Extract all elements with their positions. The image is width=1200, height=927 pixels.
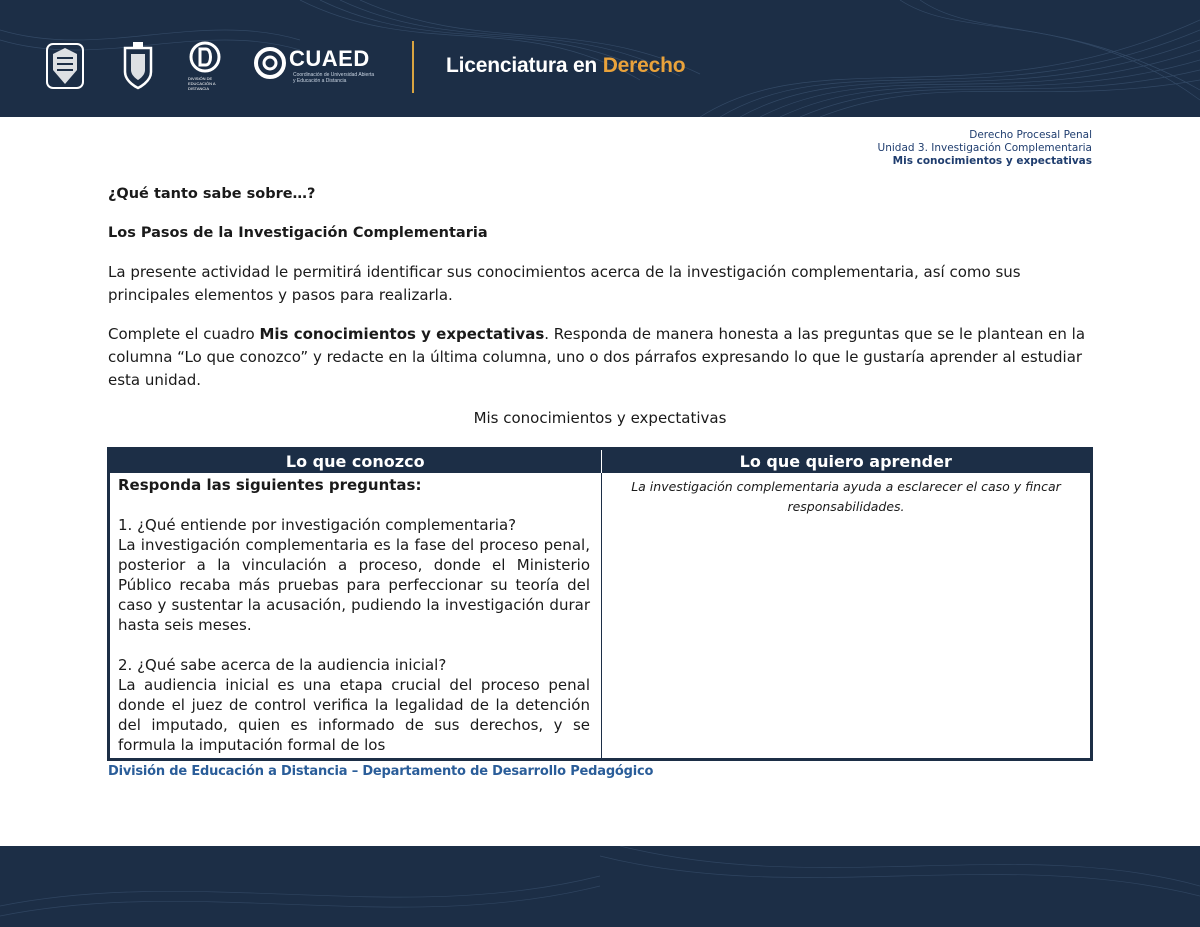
col-header-known: Lo que conozco xyxy=(285,452,425,471)
cuaed-logo-subtitle: Coordinación de Universidad Abierta y Educación a Distancia xyxy=(293,72,375,84)
section-question: ¿Qué tanto sabe sobre…? xyxy=(108,186,316,202)
ded-logo-subtitle: DIVISIÓN DE EDUCACIÓN A DISTANCIA xyxy=(188,76,216,91)
cuaed-logo-text: CUAED xyxy=(289,46,370,71)
program-title-accent: Derecho xyxy=(602,54,686,77)
table-header-row xyxy=(110,450,1090,473)
table-title-text: Mis conocimientos y expectativas xyxy=(473,409,727,427)
cell-learn[interactable] xyxy=(601,473,1090,758)
document-meta xyxy=(878,129,1092,168)
unam-crest-icon xyxy=(43,40,87,92)
intro-paragraph: La presente actividad le permitirá identificar sus conocimientos acerca de la investigación complementaria, así como sus principales elementos y pasos para realizarla. xyxy=(108,263,1021,304)
instructions-paragraph xyxy=(108,323,1098,392)
header-divider xyxy=(412,41,414,93)
table-title xyxy=(108,409,1092,427)
answer-2: La audiencia inicial es una etapa crucial del proceso penal donde el juez de control verifica la legalidad de la detención del imputado, quien es informado de sus derechos, y se formula la imputación formal de los xyxy=(118,676,590,754)
learn-answer: La investigación complementaria ayuda a esclarecer el caso y fincar responsabilidades. xyxy=(631,479,1061,514)
question-1: 1. ¿Qué entiende por investigación complementaria? xyxy=(118,516,517,534)
answer-1: La investigación complementaria es la fase del proceso penal, posterior a la vinculación a proceso, donde el Ministerio Público recaba más pruebas para perfeccionar su teoría del caso y sustentar la acusación, pudiendo la investigación durar hasta seis meses. xyxy=(118,536,590,634)
instructions-pre: Complete el cuadro xyxy=(108,325,260,343)
instructions-post: . Responda de manera honesta a las preguntas que se le plantean en la columna “Lo que conozco” y redacte en la última columna, uno o dos párrafos expresando lo que le gustaría aprender al estudiar esta unidad. xyxy=(108,325,1086,389)
table-body-row xyxy=(110,473,1090,758)
program-title xyxy=(446,54,685,78)
ded-emblem-icon xyxy=(188,40,222,74)
ded-logo xyxy=(188,40,222,92)
unit-name: Unidad 3. Investigación Complementaria xyxy=(877,142,1092,154)
col-header-learn: Lo que quiero aprender xyxy=(601,450,1091,473)
expectations-table xyxy=(107,447,1093,761)
activity-name: Mis conocimientos y expectativas xyxy=(892,155,1092,167)
header-banner xyxy=(0,0,1200,117)
bottom-banner xyxy=(0,846,1200,927)
question-2: 2. ¿Qué sabe acerca de la audiencia inicial? xyxy=(118,656,447,674)
section-topic: Los Pasos de la Investigación Complementaria xyxy=(108,225,488,241)
cell-known[interactable] xyxy=(110,473,601,758)
footer-division: División de Educación a Distancia – Departamento de Desarrollo Pedagógico xyxy=(108,764,654,779)
bottom-decorative-waves xyxy=(0,846,1200,927)
subject-name: Derecho Procesal Penal xyxy=(969,129,1092,141)
shield-crest-icon xyxy=(121,40,155,92)
cell-known-lead: Responda las siguientes preguntas: xyxy=(118,476,422,494)
cuaed-emblem-icon xyxy=(253,46,287,80)
cuaed-logo xyxy=(253,44,373,88)
instructions-bold: Mis conocimientos y expectativas xyxy=(259,325,545,343)
program-title-prefix: Licenciatura en xyxy=(446,54,603,77)
